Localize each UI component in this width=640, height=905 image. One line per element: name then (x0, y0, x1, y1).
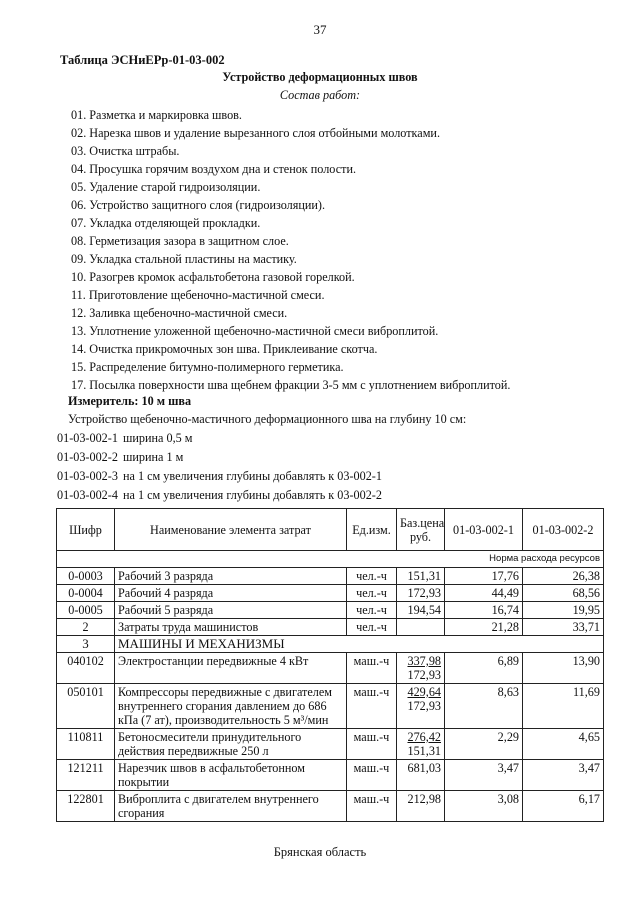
work-item: 11. Приготовление щебеночно-мастичной смеси. (71, 288, 325, 302)
code-id: 01-03-002-4 (57, 488, 118, 502)
cell-code: 050101 (57, 684, 115, 729)
price-secondary: 172,93 (407, 668, 441, 682)
cell-code: 122801 (57, 791, 115, 822)
cell-code: 110811 (57, 729, 115, 760)
cell-code: 2 (57, 619, 115, 636)
cell-unit: маш.-ч (347, 760, 397, 791)
table-row (57, 602, 604, 619)
cell-name: Нарезчик швов в асфальтобетонном покрытии (115, 760, 347, 791)
work-item: 12. Заливка щебеночно-мастичной смеси. (71, 306, 288, 320)
cell-name: Виброплита с двигателем внутреннего сгорания (115, 791, 347, 822)
table-row (57, 568, 604, 585)
cell-value-2: 33,71 (523, 619, 604, 636)
work-item: 10. Разогрев кромок асфальтобетона газовой горелкой. (71, 270, 355, 284)
cell-name: Компрессоры передвижные с двигателем внутреннего сгорания давлением до 686 кПа (7 ат), производительность 5 м³/мин (115, 684, 347, 729)
price-value: 337,98 (407, 654, 441, 668)
section-row (57, 636, 604, 653)
cell-code: 0-0003 (57, 568, 115, 585)
unit-of-measure: Измеритель: 10 м шва (68, 394, 192, 408)
cell-price (397, 729, 445, 760)
cell-value-1: 3,08 (445, 791, 523, 822)
cell-value-2: 11,69 (523, 684, 604, 729)
norm-label: Норма расхода ресурсов (57, 551, 604, 568)
work-item: 07. Укладка отделяющей прокладки. (71, 216, 261, 230)
cell-value-2: 26,38 (523, 568, 604, 585)
price-value: 429,64 (407, 685, 441, 699)
cell-value-2: 4,65 (523, 729, 604, 760)
work-item: 17. Посылка поверхности шва щебнем фракции 3-5 мм с уплотнением виброплитой. (71, 378, 511, 392)
cell-unit: чел.-ч (347, 568, 397, 585)
cell-value-2: 6,17 (523, 791, 604, 822)
work-description: Устройство щебеночно-мастичного деформационного шва на глубину 10 см: (68, 412, 467, 426)
cell-value-2: 19,95 (523, 602, 604, 619)
cell-price (397, 760, 445, 791)
price-value: 681,03 (407, 761, 441, 775)
work-item: 02. Нарезка швов и удаление вырезанного слоя отбойными молотками. (71, 126, 440, 140)
cell-price (397, 791, 445, 822)
cell-value-1: 21,28 (445, 619, 523, 636)
document-subtitle: Устройство деформационных швов (222, 70, 418, 84)
table-row (57, 760, 604, 791)
table-row (57, 585, 604, 602)
work-item: 04. Просушка горячим воздухом дна и стенок полости. (71, 162, 357, 176)
code-text: ширина 0,5 м (123, 431, 193, 445)
code-text: ширина 1 м (123, 450, 184, 464)
code-row (57, 448, 382, 467)
cell-code: 0-0005 (57, 602, 115, 619)
work-item: 03. Очистка штрабы. (71, 144, 180, 158)
cell-unit: маш.-ч (347, 729, 397, 760)
table-row (57, 684, 604, 729)
cell-code: 0-0004 (57, 585, 115, 602)
code-row (57, 429, 382, 448)
work-item: 01. Разметка и маркировка швов. (71, 108, 242, 122)
cell-name: Рабочий 4 разряда (115, 585, 347, 602)
work-item: 05. Удаление старой гидроизоляции. (71, 180, 261, 194)
table-row (57, 791, 604, 822)
resource-table (56, 508, 604, 822)
section-code: 3 (57, 636, 115, 653)
cell-name: Электростанции передвижные 4 кВт (115, 653, 347, 684)
page-number: 37 (313, 22, 327, 37)
table-row (57, 619, 604, 636)
code-list (57, 429, 382, 505)
header-price: Баз.цена руб. (397, 509, 445, 551)
code-row (57, 486, 382, 505)
price-secondary: 151,31 (407, 744, 441, 758)
cell-unit: маш.-ч (347, 791, 397, 822)
cell-unit: чел.-ч (347, 602, 397, 619)
cell-code: 121211 (57, 760, 115, 791)
cell-value-2: 13,90 (523, 653, 604, 684)
code-id: 01-03-002-3 (57, 469, 118, 483)
cell-value-2: 68,56 (523, 585, 604, 602)
cell-price (397, 684, 445, 729)
cell-price: 194,54 (397, 602, 445, 619)
cell-value-1: 8,63 (445, 684, 523, 729)
work-list (71, 106, 510, 394)
table-row (57, 729, 604, 760)
price-value: 276,42 (407, 730, 441, 744)
code-text: на 1 см увеличения глубины добавлять к 03-002-1 (123, 469, 382, 483)
work-item: 09. Укладка стальной пластины на мастику. (71, 252, 297, 266)
work-item: 15. Распределение битумно-полимерного герметика. (71, 360, 344, 374)
cell-value-1: 17,76 (445, 568, 523, 585)
header-unit: Ед.изм. (347, 509, 397, 551)
work-composition-heading: Состав работ: (279, 88, 361, 102)
code-row (57, 467, 382, 486)
code-text: на 1 см увеличения глубины добавлять к 03-002-2 (123, 488, 382, 502)
cell-code: 040102 (57, 653, 115, 684)
cell-value-1: 2,29 (445, 729, 523, 760)
price-value: 212,98 (407, 792, 441, 806)
header-col1: 01-03-002-1 (445, 509, 523, 551)
cell-unit: маш.-ч (347, 684, 397, 729)
work-item: 08. Герметизация зазора в защитном слое. (71, 234, 289, 248)
cell-value-1: 44,49 (445, 585, 523, 602)
cell-name: Затраты труда машинистов (115, 619, 347, 636)
header-code: Шифр (57, 509, 115, 551)
cell-value-1: 16,74 (445, 602, 523, 619)
code-id: 01-03-002-2 (57, 450, 118, 464)
table-title: Таблица ЭСНиЕРр-01-03-002 (60, 53, 225, 67)
cell-price (397, 619, 445, 636)
cell-unit: чел.-ч (347, 585, 397, 602)
code-id: 01-03-002-1 (57, 431, 118, 445)
cell-value-2: 3,47 (523, 760, 604, 791)
table-row (57, 653, 604, 684)
cell-price: 151,31 (397, 568, 445, 585)
price-secondary: 172,93 (407, 699, 441, 713)
cell-price (397, 653, 445, 684)
cell-name: Рабочий 5 разряда (115, 602, 347, 619)
work-item: 06. Устройство защитного слоя (гидроизоляции). (71, 198, 326, 212)
work-item: 14. Очистка прикромочных зон шва. Приклеивание скотча. (71, 342, 378, 356)
cell-value-1: 6,89 (445, 653, 523, 684)
cell-name: Рабочий 3 разряда (115, 568, 347, 585)
cell-value-1: 3,47 (445, 760, 523, 791)
cell-unit: чел.-ч (347, 619, 397, 636)
page-footer: Брянская область (273, 845, 367, 859)
cell-price: 172,93 (397, 585, 445, 602)
work-item: 13. Уплотнение уложенной щебеночно-мастичной смеси виброплитой. (71, 324, 439, 338)
cell-unit: маш.-ч (347, 653, 397, 684)
header-col2: 01-03-002-2 (523, 509, 604, 551)
cell-name: Бетоносмесители принудительного действия передвижные 250 л (115, 729, 347, 760)
header-name: Наименование элемента затрат (115, 509, 347, 551)
section-name: МАШИНЫ И МЕХАНИЗМЫ (115, 636, 604, 653)
